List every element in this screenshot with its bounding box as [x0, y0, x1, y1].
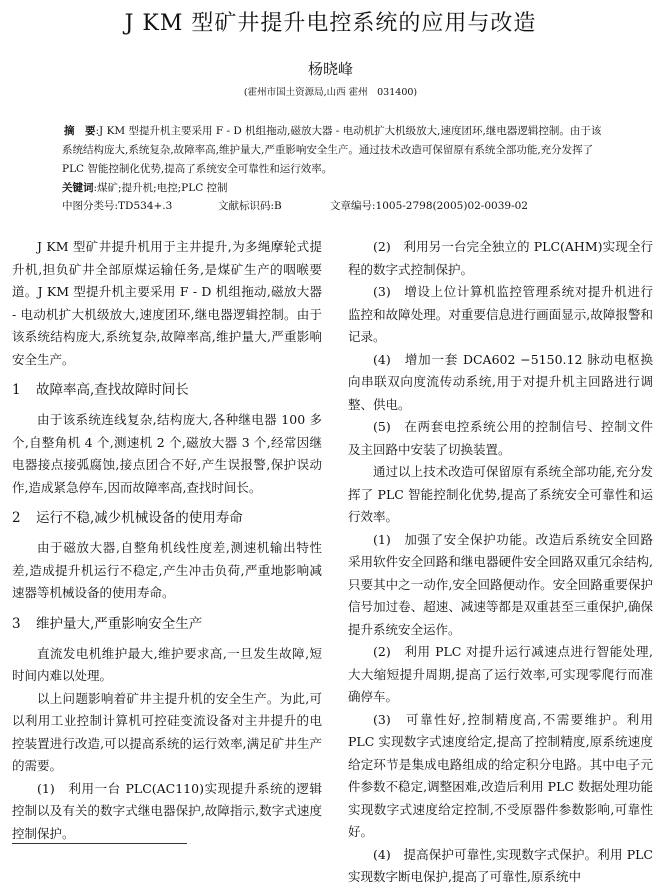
section-1-paragraph: 由于该系统连线复杂,结构庞大,各种继电器 100 多个,自整角机 4 个,测速机 2 个,磁放大器 3 个,经常因继电器接点接弧腐蚀,接点团合不好,产生误报警,保护误动作,造成紧急停车,因而故障率高,查找时间长。	[12, 412, 322, 495]
keywords-line	[62, 179, 602, 198]
section-number: 1	[12, 382, 21, 398]
abstract-text: :J KM 型提升机主要采用 F - D 机组拖动,磁放大器 - 电动机扩大机级放大,速度团环,继电器逻辑控制。由于该系统结构庞大,系统复杂,故障率高,维护量大,严重影响安全生产。通过技术改造可保留原有系统全部功能,充分发挥了 PLC 智能控制化优势,提高了系统安全可靠性和运行效率。	[62, 125, 602, 175]
author-name: 杨晓峰	[307, 60, 353, 78]
section-2-paragraph: 由于磁放大器,自整角机线性度差,测速机输出特性差,造成提升机运行不稳定,产生冲击负荷,严重地影响减速器等机械设备的使用寿命。	[12, 540, 322, 600]
author-affiliation: (霍州市国土资源局,山西 霍州 031400)	[243, 87, 418, 98]
paper-title: J KM 型矿井提升电控系统的应用与改造	[124, 11, 537, 36]
section-number: 2	[12, 510, 21, 526]
list-item: (1) 利用一台 PLC(AC110)实现提升系统的逻辑控制以及有关的数字式继电器保护,故障指示,数字式速度控制保护。	[12, 780, 322, 841]
section-3-paragraph: 以上问题影响着矿井主提升机的安全生产。为此,可以利用工业控制计算机可控硅变流设备对主井提升的电控装置进行改造,可以提高系统的运行效率,满足矿井生产的需要。	[12, 690, 322, 773]
abstract-paragraph	[62, 122, 602, 179]
list-item: (1) 加强了安全保护功能。改造后系统安全回路采用软件安全回路和继电器硬件安全回路双重冗余结构,只要其中之一动作,安全回路便动作。安全回路重要保护信号加过卷、超速、减速等都是双重甚至三重保护,确保提升系统安全运作。	[348, 531, 653, 637]
list-item: (3) 可靠性好,控制精度高,不需要维护。利用 PLC 实现数字式速度给定,提高了控制精度,原系统速度给定环节是集成电路组成的给定积分电路。其中电子元件参数不稳定,调整困难,改造后利用 PLC 数据处理功能实现数字式速度给定控制,不受原器件参数影响,可靠性好。	[348, 711, 653, 839]
clc-number: 中图分类号:TD534+.3	[62, 200, 173, 212]
list-item: (3) 增设上位计算机监控管理系统对提升机进行监控和故障处理。对重要信息进行画面显示,故障报警和记录。	[348, 284, 653, 344]
list-item: (4) 增加一套 DCA602 −5150.12 脉动电枢换向串联双向度流传动系统,用于对提升机主回路进行调整、供电。	[348, 351, 653, 412]
keywords-text: :煤矿;提升机;电控;PLC 控制	[93, 182, 228, 194]
right-column	[348, 236, 653, 889]
section-3-paragraph: 直流发电机维护最大,维护要求高,一旦发生故障,短时间内难以处理。	[12, 645, 322, 683]
section-heading-3	[12, 611, 322, 637]
footnote-rule	[12, 843, 187, 844]
abstract-label: 摘 要	[64, 125, 96, 137]
section-title: 故障率高,查找故障时间长	[36, 382, 189, 398]
list-item: (2) 利用另一台完全独立的 PLC(AHM)实现全行程的数字式控制保护。	[348, 239, 653, 277]
document-code: 文献标识码:B	[218, 200, 282, 212]
list-item: (5) 在两套电控系统公用的控制信号、控制文件及主回路中安装了切换装置。	[348, 419, 653, 457]
section-heading-1	[12, 377, 322, 403]
list-item: (4) 提高保护可靠性,实现数字式保护。利用 PLC 实现数字断电保护,提高了可靠性,原系统中	[348, 846, 653, 884]
article-number: 文章编号:1005-2798(2005)02-0039-02	[330, 200, 528, 212]
list-item: (2) 利用 PLC 对提升运行减速点进行智能处理,大大缩短提升周期,提高了运行效率,可实现零爬行而准确停车。	[348, 644, 653, 704]
section-title: 运行不稳,减少机械设备的使用寿命	[36, 510, 243, 526]
summary-paragraph: 通过以上技术改造可保留原有系统全部功能,充分发挥了 PLC 智能控制化优势,提高了系统安全可靠性和运行效率。	[348, 464, 653, 524]
section-heading-2	[12, 505, 322, 531]
keywords-label: 关键词	[62, 182, 94, 194]
left-column	[12, 236, 322, 845]
section-number: 3	[12, 615, 21, 632]
abstract-block	[62, 122, 602, 198]
intro-paragraph: J KM 型矿井提升机用于主井提升,为多绳摩轮式提升机,担负矿井全部原煤运输任务,是煤矿生产的咽喉要道。J KM 型提升机主要采用 F - D 机组拖动,磁放大器 - 电动机扩大机级放大,速度团环,继电器逻辑控制。由于该系统结构庞大,系统复杂,故障率高,维护量大,严重影响安全生产。	[12, 239, 322, 367]
section-title: 维护量大,严重影响安全生产	[36, 615, 203, 632]
